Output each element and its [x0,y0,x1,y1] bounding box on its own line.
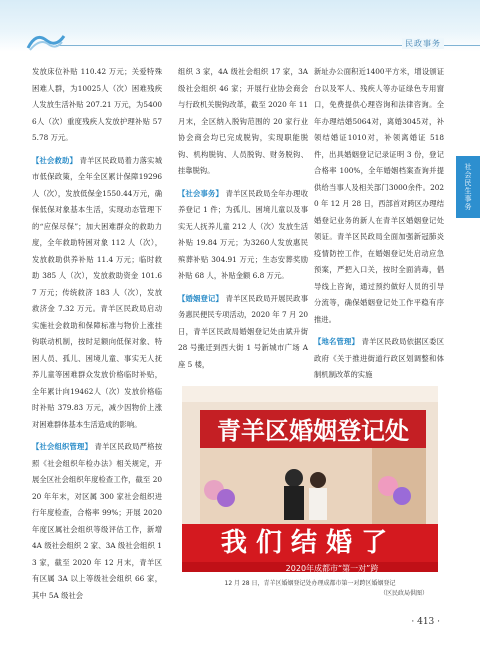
section-label: 【社会组织管理】 [32,442,93,451]
section-label: 【地名管理】 [314,337,360,346]
person-icon [310,472,326,488]
paragraph: 发放床位补贴 110.42 万元；关爱特殊困难人群，为10025人（次）困难残疾人发放生活补贴 207.21 万元，为54006人（次）重度残疾人发放护理补贴 575.78 万元。 [32,67,162,142]
paragraph: 【地名管理】 青羊区民政局依据区委区政府《关于推进街道行政区划调整和体制机制改革的实施 [314,337,444,379]
column-3 [314,64,444,384]
page-number: · 413 · [411,617,440,627]
banner-text: 青羊区婚姻登记处 [217,417,409,445]
paragraph: 【社会事务】 青羊区民政局全年办理收养登记 1 件；为孤儿、困境儿童以及事实无人抚养儿童 212 人（次）发放生活补贴 19.84 万元；为3260人发放惠民殡葬补贴 304.91 万元；生态安葬奖励补贴 68 人，补贴金额 6.8 万元。 [178,188,308,280]
backdrop-text: 我 们 结 婚 了 [220,528,388,558]
column-2 [178,64,308,373]
column-1 [32,64,162,604]
paragraph: 【婚姻登记】 青羊区民政局开展民政事务惠民便民专项活动，2020 年 7 月 20 日，青羊区民政局婚姻登记处由斌升街 28 号搬迁到西大街 1 号新城市广场 A 座 5 楼， [178,293,308,369]
section-title: 民政事务 [402,38,444,49]
wedding-registration-photo [182,386,438,572]
person-icon [285,469,303,487]
section-label: 【婚姻登记】 [178,293,224,303]
backdrop-subtext: 2020年成都市“第一对”跨 [285,564,379,572]
section-label: 【社会事务】 [178,188,224,198]
paragraph: 组织 3 家，4A 级社会组织 17 家，3A 级社会组织 46 家；开展行业协会商会与行政机关脱钩改革，截至 2020 年 11 月末，全区纳入脱钩范围的 20 家行业协会商会均已完成脱钩，实现职能脱钩、机构脱钩、人员脱钩、财务脱钩、挂靠脱钩。 [178,67,308,175]
paragraph: 新址办公面积近1400平方米，增设颁证台以及军人、残疾人等办证绿色专用窗口，免费提供心理咨询和法律咨询。全年办理结婚5064对，离婚3045对，补领结婚证1010对，补领离婚证 518 件，出具婚姻登记记录证明 3 份，登记合格率 100%，全年婚姻档案查询并提供给当事人及相关部门3000余件。2020 年 12 月 28 日，西部首对跨区办理结婚登记业务的新人在青羊区婚姻登记处领证。青羊区民政局全面加强新冠肺炎疫情防控工作，在婚姻登记处启动应急预案，严把入口关，按时全面消毒，倡导线上咨询，通过预约做好人员的引导分流等，确保婚姻登记处工作平稳有序推进。 [314,67,444,324]
header-logo-icon [26,30,66,52]
photo-credit: （区民政局供图） [379,590,428,597]
side-section-tab: 社会民生事务 [456,156,480,218]
flower-icon [217,489,235,507]
paragraph: 【社会组织管理】 青羊区民政局严格按照《社会组织年检办法》相关规定，开展全区社会组织年度检查工作，截至 2020 年年末，对区属 300 家社会组织进行年度检查，合格率 99%；开展 2020 年度区属社会组织等级评估工作，新增 4A 级社会组织 2 家、3A 级社会组织 13 家，截至 2020 年 12 月末，青羊区有区属 3A 以上等级社会组织 66 家，其中 5A 级社会 [32,442,163,600]
flower-icon [393,487,411,505]
section-label: 【社会救助】 [32,155,78,165]
paragraph: 【社会救助】 青羊区民政局着力落实城市低保政策，全年全区累计保障19296人（次），发放低保金1550.44万元，确保低保对象基本生活，实现动态管理下的“应保尽保”；加大困难群众的救助力度，全年救助特困对象 112 人（次），发放救助供养补贴 11.4 万元；临时救助 385 人（次），发放救助资金 101.67 万元；传统救济 183 人（次），发放救济金 7.32 万元。青羊区民政局启动实施社会救助和保障标准与物价上涨挂钩联动机制，按时足额向低保对象、特困人员、孤儿、困境儿童、事实无人抚养儿童等困难群众发放价格临时补贴，全年累计向19462人（次）发放价格临时补贴 379.83 万元，减少因物价上涨对困难群体基本生活造成的影响。 [32,155,162,429]
photo-caption: 12 月 28 日，青羊区婚姻登记处办理成都市第一对跨区婚姻登记 （区民政局供图） [182,579,438,599]
